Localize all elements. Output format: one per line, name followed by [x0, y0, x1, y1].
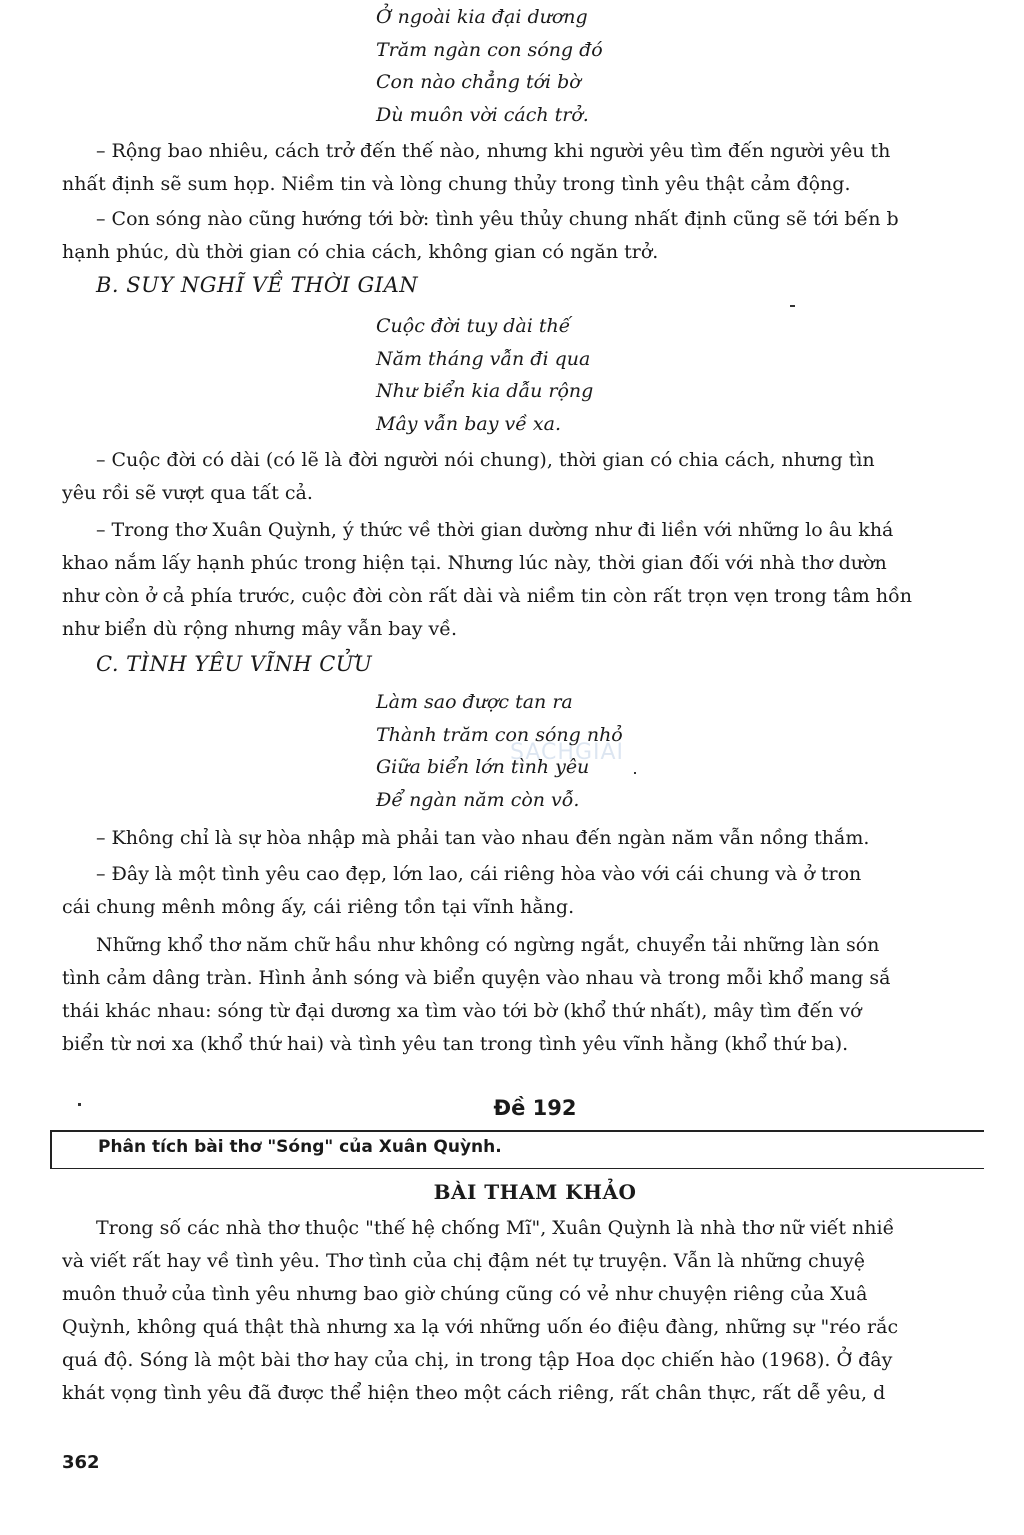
text-line: thái khác nhau: sóng từ đại dương xa tìm vào tới bờ (khổ thứ nhất), mây tìm đến vớ [62, 1000, 862, 1022]
reference-heading: BÀI THAM KHẢO [433, 1180, 637, 1204]
text-line: – Cuộc đời có dài (có lẽ là đời người nói chung), thời gian có chia cách, nhưng tìn [96, 449, 875, 471]
poem-line: Làm sao được tan ra [376, 691, 573, 713]
poem-line: Giữa biển lớn tình yêu [376, 756, 590, 778]
exercise-title: Đề 192 [493, 1096, 577, 1120]
poem-line: Trăm ngàn con sóng đó [376, 38, 603, 61]
text-line: Những khổ thơ năm chữ hầu như không có ngừng ngắt, chuyển tải những làn són [96, 934, 880, 956]
paragraph-3 [62, 444, 1002, 510]
paragraph-5 [62, 822, 1002, 855]
poem-line: Để ngàn năm còn vỗ. [376, 788, 580, 811]
poem-line: Mây vẫn bay về xa. [376, 412, 562, 435]
text-line: khao nắm lấy hạnh phúc trong hiện tại. Nhưng lúc này, thời gian đối với nhà thơ dườn [62, 552, 887, 574]
text-line: – Không chỉ là sự hòa nhập mà phải tan vào nhau đến ngàn năm vẫn nồng thắm. [96, 827, 870, 849]
prompt-box-top-border [50, 1130, 984, 1132]
text-line: cái chung mênh mông ấy, cái riêng tồn tại vĩnh hằng. [62, 896, 575, 918]
poem-line: Cuộc đời tuy dài thế [376, 315, 571, 337]
text-line: – Đây là một tình yêu cao đẹp, lớn lao, cái riêng hòa vào với cái chung và ở tron [96, 863, 862, 885]
text-line: quá độ. Sóng là một bài thơ hay của chị, in trong tập Hoa dọc chiến hào (1968). Ở đây [62, 1349, 893, 1371]
text-line: như còn ở cả phía trước, cuộc đời còn rất dài và niềm tin còn rất trọn vẹn trong tâm hồn [62, 585, 912, 607]
paragraph-6 [62, 858, 1002, 924]
exercise-prompt: Phân tích bài thơ "Sóng" của Xuân Quỳnh. [98, 1137, 502, 1157]
poem-stanza-2 [376, 310, 593, 440]
paragraph-1 [62, 135, 1002, 201]
text-line: Trong số các nhà thơ thuộc "thế hệ chống Mĩ", Xuân Quỳnh là nhà thơ nữ viết nhiề [96, 1217, 895, 1239]
poem-stanza-3 [376, 686, 623, 816]
paragraph-2 [62, 203, 1002, 269]
paragraph-7 [62, 929, 1002, 1061]
text-line: và viết rất hay về tình yêu. Thơ tình của chị đậm nét tự truyện. Vẫn là những chuyệ [62, 1250, 866, 1272]
poem-line: Năm tháng vẫn đi qua [376, 347, 591, 370]
text-line: – Trong thơ Xuân Quỳnh, ý thức về thời gian dường như đi liền với những lo âu khá [96, 519, 894, 541]
prompt-box-bottom-border [50, 1168, 984, 1169]
poem-line: Như biển kia dẫu rộng [376, 380, 594, 402]
watermark-text: SACHGIAI [510, 740, 625, 765]
text-line: muôn thuở của tình yêu nhưng bao giờ chúng cũng có vẻ như chuyện riêng của Xuâ [62, 1283, 868, 1305]
text-line: nhất định sẽ sum họp. Niềm tin và lòng chung thủy trong tình yêu thật cảm động. [62, 173, 851, 195]
poem-line: Con nào chẳng tới bờ [376, 71, 581, 93]
paragraph-8 [62, 1212, 1002, 1410]
text-line: – Rộng bao nhiêu, cách trở đến thế nào, nhưng khi người yêu tìm đến người yêu th [96, 140, 891, 162]
text-line: khát vọng tình yêu đã được thể hiện theo một cách riêng, rất chân thực, rất dễ yêu, d [62, 1382, 886, 1404]
scan-speck [790, 305, 795, 307]
text-line: hạnh phúc, dù thời gian có chia cách, không gian có ngăn trở. [62, 241, 659, 263]
section-heading-b: B. SUY NGHĨ VỀ THỜI GIAN [96, 273, 419, 297]
text-line: yêu rồi sẽ vượt qua tất cả. [62, 482, 313, 504]
poem-line: Ở ngoài kia đại dương [376, 6, 588, 28]
poem-line: Thành trăm con sóng nhỏ [376, 723, 623, 746]
text-line: như biển dù rộng nhưng mây vẫn bay về. [62, 618, 458, 640]
section-heading-c: C. TÌNH YÊU VĨNH CỬU [96, 652, 373, 676]
scan-speck [78, 1103, 81, 1106]
poem-stanza-1 [376, 1, 603, 131]
paragraph-4 [62, 514, 1002, 646]
text-line: – Con sóng nào cũng hướng tới bờ: tình yêu thủy chung nhất định cũng sẽ tới bến b [96, 208, 899, 230]
scan-speck [634, 772, 636, 774]
poem-line: Dù muôn vời cách trở. [376, 103, 589, 126]
text-line: biển từ nơi xa (khổ thứ hai) và tình yêu tan trong tình yêu vĩnh hằng (khổ thứ ba). [62, 1033, 849, 1055]
prompt-box-left-border [50, 1130, 52, 1168]
text-line: Quỳnh, không quá thật thà nhưng xa lạ với những uốn éo điệu đàng, những sự "réo rắc [62, 1316, 899, 1338]
text-line: tình cảm dâng tràn. Hình ảnh sóng và biển quyện vào nhau và trong mỗi khổ mang sắ [62, 967, 891, 989]
page-number: 362 [62, 1452, 100, 1473]
